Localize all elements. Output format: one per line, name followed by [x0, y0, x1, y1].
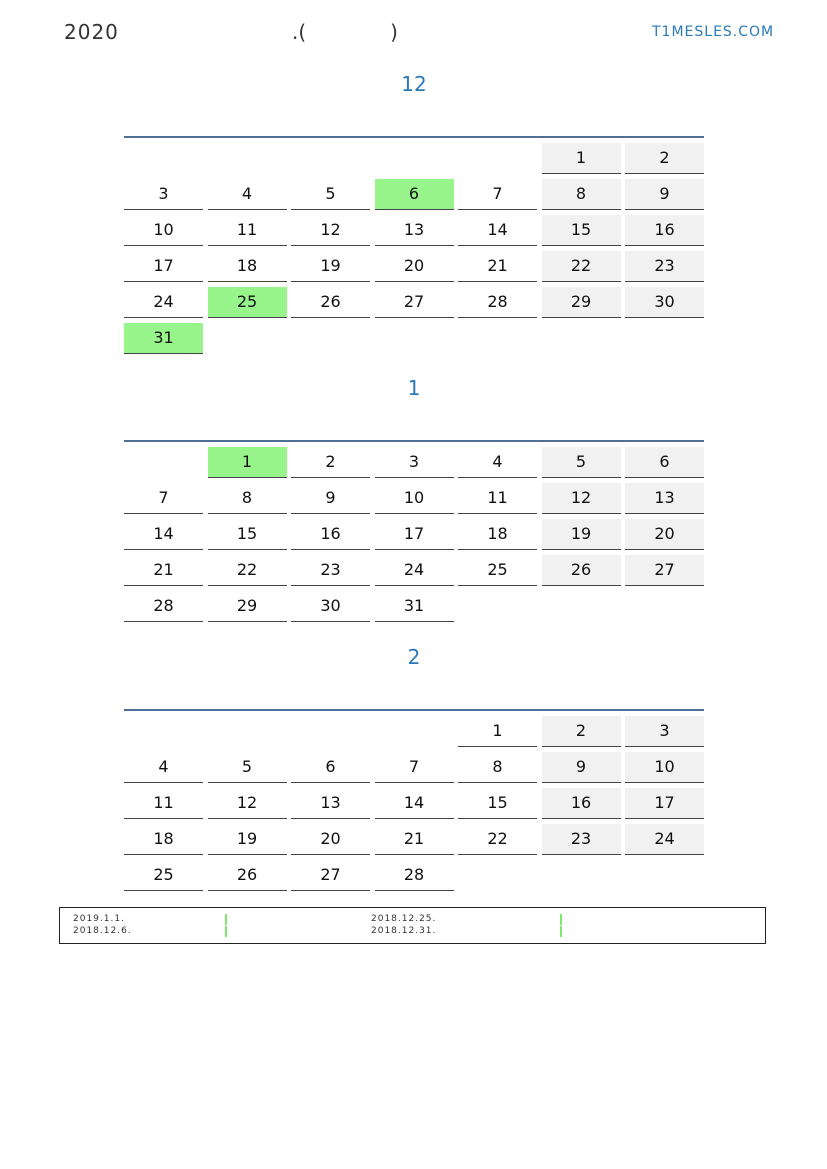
header-year: 2020: [64, 20, 119, 44]
day-cell: 20: [291, 824, 370, 855]
empty-day-cell: [124, 447, 203, 477]
day-cell: 28: [124, 591, 203, 622]
empty-day-cell: [124, 716, 203, 746]
month-rule: [124, 709, 704, 711]
day-cell: 19: [542, 519, 621, 550]
day-cell: 16: [291, 519, 370, 550]
day-cell: 10: [375, 483, 454, 514]
day-cell: 9: [625, 179, 704, 210]
day-cell: 20: [375, 251, 454, 282]
day-cell: 2: [542, 716, 621, 747]
day-cell: 29: [542, 287, 621, 318]
day-cell: 5: [542, 447, 621, 478]
day-cell: 27: [291, 860, 370, 891]
day-cell: 13: [291, 788, 370, 819]
empty-day-cell: [291, 143, 370, 173]
holiday-legend: [59, 907, 766, 944]
day-cell: 10: [625, 752, 704, 783]
day-cell: 14: [375, 788, 454, 819]
day-cell: 30: [291, 591, 370, 622]
day-cell: 9: [291, 483, 370, 514]
month-december: [124, 70, 704, 354]
day-cell: 5: [208, 752, 287, 783]
day-cell: 1: [458, 716, 537, 747]
day-cell: 24: [124, 287, 203, 318]
empty-day-cell: [375, 716, 454, 746]
legend-marker: [560, 926, 562, 937]
day-cell: 9: [542, 752, 621, 783]
day-cell: 18: [124, 824, 203, 855]
day-cell: 26: [291, 287, 370, 318]
day-cell: 19: [291, 251, 370, 282]
month-january: [124, 374, 704, 622]
legend-marker: [225, 914, 227, 925]
empty-day-cell: [124, 143, 203, 173]
day-cell: 3: [375, 447, 454, 478]
day-cell: 22: [542, 251, 621, 282]
day-cell: 2: [291, 447, 370, 478]
header-close-paren: ): [390, 20, 398, 44]
day-cell: 2: [625, 143, 704, 174]
month-february: [124, 643, 704, 891]
site-link[interactable]: T1MESLES.COM: [652, 24, 775, 40]
month-grid: [124, 143, 704, 354]
day-cell: 29: [208, 591, 287, 622]
day-cell: 26: [208, 860, 287, 891]
day-cell: 30: [625, 287, 704, 318]
day-cell: 12: [542, 483, 621, 514]
day-cell: 18: [458, 519, 537, 550]
day-cell: 23: [291, 555, 370, 586]
day-cell: 25: [208, 287, 287, 318]
day-cell: 28: [458, 287, 537, 318]
day-cell: 5: [291, 179, 370, 210]
day-cell: 12: [208, 788, 287, 819]
day-cell: 20: [625, 519, 704, 550]
day-cell: 22: [208, 555, 287, 586]
day-cell: 21: [375, 824, 454, 855]
month-rule: [124, 440, 704, 442]
legend-item: 2018.12.6.: [73, 926, 132, 936]
day-cell: 12: [291, 215, 370, 246]
day-cell: 1: [542, 143, 621, 174]
day-cell: 28: [375, 860, 454, 891]
month-title: 12: [401, 72, 427, 96]
header-title: [292, 20, 398, 44]
day-cell: 24: [625, 824, 704, 855]
day-cell: 6: [625, 447, 704, 478]
month-title: 2: [407, 645, 421, 669]
day-cell: 23: [542, 824, 621, 855]
day-cell: 23: [625, 251, 704, 282]
day-cell: 11: [208, 215, 287, 246]
day-cell: 18: [208, 251, 287, 282]
day-cell: 14: [124, 519, 203, 550]
legend-item: 2019.1.1.: [73, 914, 125, 924]
day-cell: 27: [375, 287, 454, 318]
day-cell: 31: [124, 323, 203, 354]
legend-item: 2018.12.31.: [371, 926, 437, 936]
day-cell: 8: [542, 179, 621, 210]
day-cell: 31: [375, 591, 454, 622]
day-cell: 6: [291, 752, 370, 783]
day-cell: 21: [124, 555, 203, 586]
day-cell: 15: [208, 519, 287, 550]
day-cell: 17: [625, 788, 704, 819]
day-cell: 16: [542, 788, 621, 819]
day-cell: 8: [458, 752, 537, 783]
day-cell: 4: [458, 447, 537, 478]
day-cell: 27: [625, 555, 704, 586]
day-cell: 11: [458, 483, 537, 514]
day-cell: 14: [458, 215, 537, 246]
month-grid: [124, 447, 704, 622]
day-cell: 3: [124, 179, 203, 210]
day-cell: 8: [208, 483, 287, 514]
month-title: 1: [407, 376, 421, 400]
day-cell: 22: [458, 824, 537, 855]
empty-day-cell: [208, 716, 287, 746]
day-cell: 7: [375, 752, 454, 783]
month-grid: [124, 716, 704, 891]
empty-day-cell: [458, 143, 537, 173]
day-cell: 24: [375, 555, 454, 586]
day-cell: 7: [458, 179, 537, 210]
empty-day-cell: [375, 143, 454, 173]
day-cell: 7: [124, 483, 203, 514]
day-cell: 13: [625, 483, 704, 514]
day-cell: 6: [375, 179, 454, 210]
day-cell: 3: [625, 716, 704, 747]
header-dot-paren: .(: [292, 20, 307, 44]
day-cell: 26: [542, 555, 621, 586]
day-cell: 10: [124, 215, 203, 246]
month-rule: [124, 136, 704, 138]
day-cell: 21: [458, 251, 537, 282]
day-cell: 15: [542, 215, 621, 246]
legend-item: 2018.12.25.: [371, 914, 437, 924]
day-cell: 11: [124, 788, 203, 819]
day-cell: 16: [625, 215, 704, 246]
legend-marker: [560, 914, 562, 925]
day-cell: 15: [458, 788, 537, 819]
day-cell: 17: [124, 251, 203, 282]
day-cell: 13: [375, 215, 454, 246]
legend-marker: [225, 926, 227, 937]
day-cell: 25: [124, 860, 203, 891]
empty-day-cell: [291, 716, 370, 746]
day-cell: 4: [124, 752, 203, 783]
day-cell: 1: [208, 447, 287, 478]
day-cell: 17: [375, 519, 454, 550]
empty-day-cell: [208, 143, 287, 173]
day-cell: 4: [208, 179, 287, 210]
day-cell: 25: [458, 555, 537, 586]
day-cell: 19: [208, 824, 287, 855]
